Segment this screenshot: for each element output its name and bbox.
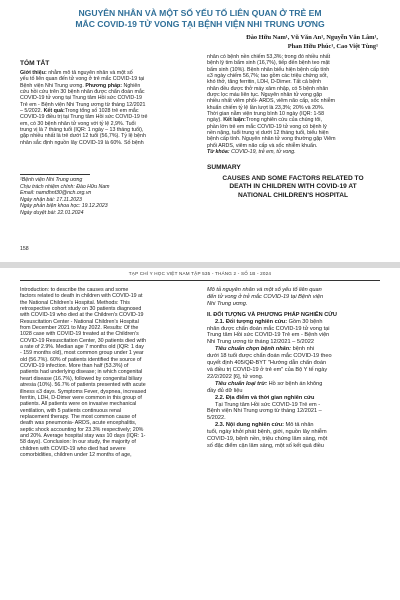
english-abstract-line: the National Children's Hospital. Methods: This bbox=[20, 299, 130, 306]
abstract-left-column bbox=[20, 70, 192, 146]
english-abstract-line: from December 2021 to May 2022. Results: Of the bbox=[20, 325, 139, 332]
title-line-1: NGUYÊN NHÂN VÀ MỘT SỐ YẾU TỐ LIÊN QUAN Ở TRẺ EM bbox=[78, 8, 322, 18]
s21-text: Gồm 30 bệnh bbox=[287, 318, 323, 325]
english-abstract-line: with COVID-19 who died at the Children's COVID-19 bbox=[20, 312, 144, 319]
method-label: Phương pháp: bbox=[85, 82, 123, 89]
s23-heading: 2.3. Nội dung nghiên cứu: bbox=[215, 422, 284, 429]
s23-text: Mô tả nhân bbox=[284, 422, 314, 429]
english-abstract-line: patients. All patients were on invasive mechanical bbox=[20, 401, 137, 408]
abstract-line: gặp nhiều nhất là trẻ dưới 12 tuổi (56,7%). Tỷ lệ bệnh bbox=[20, 133, 146, 140]
abstract-line: COVID-19 tử vong tại Trung tâm Hồi sức COVID-19 bbox=[20, 95, 142, 102]
abstract-line: Thời gian nằm viện trung bình 10 ngày (IQR: 1-58 bbox=[207, 111, 325, 118]
abstract-line: phần lớn trẻ em mắc COVID-19 tử vong có bệnh lý bbox=[207, 123, 327, 130]
abstract-text: ngày). bbox=[207, 117, 224, 124]
abstract-line: khó thở, tăng ferritin, LDH, D-Dimer. Tất cả bệnh bbox=[207, 79, 322, 86]
english-abstract-line: heart disease (16.7%), followed by congenital biliary bbox=[20, 375, 143, 382]
abstract-text: nhằm mô tả nguyên nhân và một số bbox=[46, 70, 133, 76]
abstract-line: nền nặng, tuổi trung vị dưới 12 tháng tuổi, biểu hiện bbox=[207, 130, 329, 137]
abstract-text: Nghiên bbox=[122, 82, 141, 89]
s21-line: Trung tâm Hồi sức COVID-19 Trẻ em - Bệnh viện bbox=[207, 332, 330, 339]
exclusion-text: Hồ sơ bệnh án không bbox=[267, 380, 323, 387]
result-label: Kết quả: bbox=[43, 108, 65, 115]
summary-heading: SUMMARY bbox=[207, 164, 241, 171]
author-list bbox=[190, 34, 378, 51]
abstract-text: – 5/2022. bbox=[20, 108, 44, 115]
criteria-line: dưới 18 tuổi được chẩn đoán mắc COVID-19 theo bbox=[207, 353, 332, 360]
english-abstract-line: a rate of 2.9%. Median age 7 months old (IQR: 1 day bbox=[20, 344, 144, 351]
s21-line bbox=[207, 319, 379, 326]
abstract-line: bệnh lý tim bẩm sinh (16,7%), tiếp đến bệnh teo mật bbox=[207, 60, 330, 67]
s21-line: nhân được chẩn đoán mắc COVID-19 tử vong tại bbox=[207, 325, 330, 332]
keywords-label: Từ khóa: bbox=[207, 149, 230, 156]
criteria-line: quyết định 405/QĐ-BYT "Hướng dẫn chẩn đoán bbox=[207, 360, 327, 367]
abstract-line: được lọc máu liên tục. Nguyên nhân tử vong gặp bbox=[207, 92, 323, 99]
criteria-label: Tiêu chuẩn chọn bệnh nhân: bbox=[215, 346, 292, 353]
english-abstract-line: illness ≤3 days. Symptoms Fever, dyspnea, increased bbox=[20, 388, 147, 395]
methods-column bbox=[207, 287, 379, 450]
authors-line-1: Đào Hữu Nam¹, Vũ Văn An¹, Nguyễn Văn Lâm¹, bbox=[246, 34, 378, 41]
criteria-line: 22/2/2022 [6], tử vong. bbox=[207, 373, 264, 380]
page-top bbox=[0, 0, 400, 262]
footnote-affiliation: ¹Bệnh viện Nhi Trung ương bbox=[20, 177, 83, 183]
abstract-line: bệnh cấp tính. Nguyên nhân tử vong thường gặp Viêm bbox=[207, 136, 336, 143]
english-abstract-line: and 20%. Average hospital stay was 10 days (IQR: 1- bbox=[20, 432, 146, 439]
s21-line: Nhi Trung ương từ tháng 12/2021 – 5/2022 bbox=[207, 339, 314, 346]
abstract-text: Bệnh viện Nhi Trung ương. bbox=[20, 82, 86, 89]
running-header: TẠP CHÍ Y HỌC VIỆT NAM TẬP 535 - THÁNG 2 - SỐ 1B - 2024 bbox=[128, 271, 272, 276]
english-abstract-line: comorbidities, children under 12 months of age, bbox=[20, 451, 132, 458]
english-abstract-line: ferritin, LDH, D-Dimer were common in this group of bbox=[20, 394, 142, 401]
summary-title-line: DEATH IN CHILDREN WITH COVID-19 AT bbox=[229, 183, 357, 191]
footnote-email: Email: namdhnt30@nch.org.vn bbox=[20, 190, 92, 196]
english-abstract-line: Resuscitation Center - National Children's Hospital bbox=[20, 318, 139, 325]
english-abstract-line: retrospective cohort study on 30 patients diagnosed bbox=[20, 306, 142, 313]
conclusion-label: Kết luận: bbox=[223, 117, 246, 124]
intro-label: Giới thiệu: bbox=[20, 70, 47, 76]
english-abstract-line: COVID-19 infection. More than half (53.3%) of bbox=[20, 363, 129, 370]
authors-line-2: Phan Hữu Phúc¹, Cao Việt Tùng¹ bbox=[287, 42, 378, 50]
english-abstract-line: - 159 months old), most common group under 1 year bbox=[20, 350, 144, 357]
s22-line: Bệnh viện Nhi Trung ương từ tháng 12/2021 – bbox=[207, 408, 322, 415]
summary-title bbox=[207, 175, 379, 200]
footnote bbox=[20, 177, 192, 216]
section-2-heading: II. ĐỐI TƯỢNG VÀ PHƯƠNG PHÁP NGHIÊN CỨU bbox=[207, 311, 337, 318]
abstract-line: cứu hồi cứu trên 30 bệnh nhân được chẩn đoán mắc bbox=[20, 89, 145, 96]
english-abstract-line: death was pneumonia- ARDS, acute encephalitis, bbox=[20, 420, 137, 427]
english-abstract-line: old (56.7%). 60% of patients identified the source of bbox=[20, 356, 142, 363]
page-number: 158 bbox=[20, 246, 29, 252]
english-abstract-line: atresia (10%). 56.7% of patients presented with acute bbox=[20, 382, 146, 389]
criteria-line: và điều trị COVID-19 ở trẻ em" của Bộ Y tế ngày bbox=[207, 366, 328, 373]
objective-line: Nhi Trung ương. bbox=[207, 300, 248, 307]
s22-line: Tại Trung tâm Hồi sức COVID-19 Trẻ em - bbox=[215, 401, 321, 408]
english-abstract-line: COVID-19 Resuscitation Center, 30 patients died with bbox=[20, 337, 147, 344]
s21-heading: 2.1. Đối tượng nghiên cứu: bbox=[215, 318, 288, 325]
english-abstract-line: ventilation, with 5 patients continuous renal bbox=[20, 407, 121, 414]
abstract-line: nhân sắc định nguồn lây COVID-19 là 60%. Số bệnh bbox=[20, 139, 144, 146]
abstract-line: COVID-19 điều trị tại Trung tâm Hồi sức COVID-19 trẻ bbox=[20, 114, 148, 121]
footnote-divider bbox=[20, 174, 90, 175]
footnote-reviewed: Ngày phản biện khoa học: 19.12.2023 bbox=[20, 203, 108, 209]
footnote-corresponding: Chịu trách nhiệm chính: Đào Hữu Nam bbox=[20, 183, 110, 190]
exclusion-line bbox=[207, 381, 379, 388]
abstract-line: nhân có bệnh nền chiếm 53,3%; trong đó nhiều nhất bbox=[207, 54, 331, 60]
abstract-line: nhiều nhất viêm phổi- ARDS, viêm não cấp, sốc nhiễm bbox=[207, 98, 336, 105]
s22-heading: 2.2. Địa điểm và thời gian nghiên cứu bbox=[215, 394, 315, 401]
abstract-right-column bbox=[207, 54, 379, 156]
s23-line: số đặc điểm cận lâm sàng, một số kết quả điều bbox=[207, 442, 324, 449]
summary-title-line: NATIONAL CHILDREN'S HOSPITAL bbox=[238, 191, 348, 199]
objective-line: Mô tả nguyên nhân và một số yếu tố liên quan bbox=[207, 287, 322, 293]
footnote-accepted: Ngày duyệt bài: 22.01.2024 bbox=[20, 209, 84, 216]
tomtat-heading: TÓM TẮT bbox=[20, 60, 50, 67]
keywords-value: COVID-19, trẻ em, tử vong. bbox=[229, 149, 296, 156]
s22-line: 5/2022. bbox=[207, 415, 226, 422]
english-abstract-line: 58 days). Conclusion: In our study, the majority of bbox=[20, 439, 136, 446]
keywords-line bbox=[207, 149, 379, 155]
abstract-line: bẩm sinh (10%). Bệnh nhân biểu hiện bệnh cấp tính bbox=[207, 66, 330, 73]
abstract-line: ≤3 ngày chiếm 56,7%; tao gồm các triệu chứng sốt, bbox=[207, 73, 328, 80]
english-abstract-line: 1028 case with COVID-19 treated at the Children's bbox=[20, 331, 139, 338]
english-abstract-line: patients had underlying disease; in which congenital bbox=[20, 369, 143, 376]
abstract-line: nhân đều được thở máy xâm nhập, có 5 bệnh nhân bbox=[207, 85, 329, 92]
criteria-text: bệnh nhi bbox=[291, 346, 315, 353]
abstract-line: phổi ARDS, viêm não cấp và sốc nhiễm khuẩn. bbox=[207, 142, 318, 149]
english-abstract-column bbox=[20, 287, 192, 458]
exclusion-label: Tiêu chuẩn loại trừ: bbox=[215, 380, 268, 387]
article-title bbox=[20, 8, 380, 30]
english-abstract-line: replacement therapy. The most common cause of bbox=[20, 413, 137, 420]
abstract-line: trung vị là 7 tháng tuổi (IQR: 1 ngày – 13 tháng tuổi), bbox=[20, 127, 144, 134]
abstract-text: Trong nghiên cứu của chúng tôi, bbox=[245, 117, 322, 124]
title-line-2: MẮC COVID-19 TỬ VONG TẠI BỆNH VIỆN NHI TRUNG ƯƠNG bbox=[75, 19, 325, 29]
objective-line: đến tử vong ở trẻ mắc COVID-19 tại Bệnh viện bbox=[207, 293, 324, 300]
abstract-line: yếu tố liên quan đến tử vong ở trẻ mắc COVID-19 tại bbox=[20, 76, 145, 83]
s23-line: COVID-19, bệnh nền, triệu chứng lâm sàng, một bbox=[207, 436, 328, 443]
s23-line: tuổi, ngày khởi phát bệnh, giới, nguồn lây nhiễm bbox=[207, 429, 327, 436]
footnote-received: Ngày nhận bài: 17.11.2023 bbox=[20, 196, 82, 203]
summary-title-line: CAUSES AND SOME FACTORS RELATED TO bbox=[222, 175, 364, 182]
exclusion-line: đầy đủ dữ liệu bbox=[207, 387, 243, 394]
abstract-text: Trong tổng số 1028 trẻ em mắc bbox=[64, 108, 139, 115]
header-divider bbox=[20, 280, 380, 281]
abstract-line: em, có 30 bệnh nhân tử vong với tỷ lệ 2,9%. Tuổi bbox=[20, 120, 136, 127]
english-abstract-line: factors related to death in children with COVID-19 at bbox=[20, 293, 143, 300]
english-abstract-line: Introduction: to describe the causes and some bbox=[20, 287, 129, 293]
english-abstract-line: children with COVID-19 who died had severe bbox=[20, 445, 126, 452]
abstract-line: Trẻ em - Bệnh viện Nhi Trung ương từ tháng 12/2021 bbox=[20, 101, 146, 108]
english-abstract-line: septic shock accounting for 23.3% respectively; 20% bbox=[20, 426, 144, 433]
abstract-line: khuẩn chiếm tỷ lệ lần lượt là 23,3%; 20% và 20%. bbox=[207, 104, 325, 111]
